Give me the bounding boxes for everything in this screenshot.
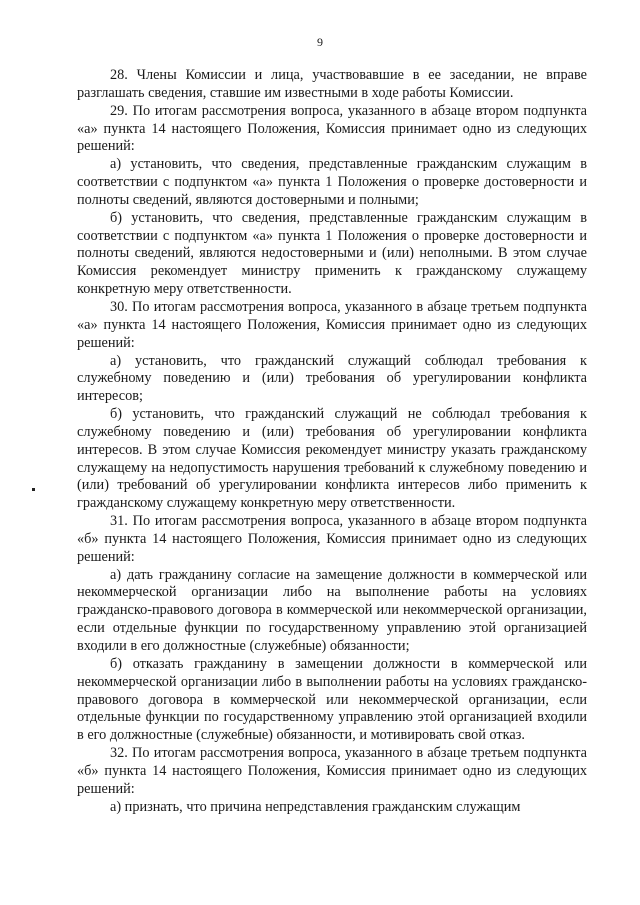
margin-mark [32, 488, 35, 491]
paragraph-29-a: а) установить, что сведения, представленные гражданским служащим в соответствии с подпунктом «а» пункта 1 Положения о проверке достоверности и полноты сведений, являются достоверными и полными; [77, 156, 587, 208]
paragraph-29: 29. По итогам рассмотрения вопроса, указанного в абзаце втором подпункта «а» пункта 14 настоящего Положения, Комиссия принимает одно из следующих решений: [77, 102, 587, 155]
paragraph-29-b: б) установить, что сведения, представленные гражданским служащим в соответствии с подпунктом «а» пункта 1 Положения о проверке достоверности и полноты сведений, являются недостоверными и (или) неполными. В этом случае Комиссия рекомендует министру применить к гражданскому служащему конкретную меру ответственности. [77, 209, 587, 298]
document-body [77, 67, 587, 816]
paragraph-32: 32. По итогам рассмотрения вопроса, указанного в абзаце третьем подпункта «б» пункта 14 настоящего Положения, Комиссия принимает одно из следующих решений: [77, 745, 587, 797]
paragraph-31: 31. По итогам рассмотрения вопроса, указанного в абзаце втором подпункта «б» пункта 14 настоящего Положения, Комиссия принимает одно из следующих решений: [77, 513, 587, 565]
page-number: 9 [317, 35, 323, 49]
paragraph-28: 28. Члены Комиссии и лица, участвовавшие в ее заседании, не вправе разглашать сведения, ставшие им известными в ходе работы Комиссии. [77, 67, 587, 101]
paragraph-32-a: а) признать, что причина непредставления гражданским служащим [110, 798, 521, 815]
paragraph-31-a: а) дать гражданину согласие на замещение должности в коммерческой или некоммерческой организации либо на выполнение работы на условиях гражданско-правового договора в коммерческой или некоммерческой организации, если отдельные функции по государственному управлению этой организацией входили в его должностные (служебные) обязанности; [77, 566, 587, 654]
paragraph-30-b: б) установить, что гражданский служащий не соблюдал требования к служебному поведению и (или) требования об урегулировании конфликта интересов. В этом случае Комиссия рекомендует министру указать гражданскому служащему на недопустимость нарушения требований к служебному поведению и (или) требований об урегулировании конфликта интересов либо применить к гражданскому служащему конкретную меру ответственности. [77, 406, 587, 512]
paragraph-30: 30. По итогам рассмотрения вопроса, указанного в абзаце третьем подпункта «а» пункта 14 настоящего Положения, Комиссия принимает одно из следующих решений: [77, 298, 587, 351]
paragraph-30-a: а) установить, что гражданский служащий соблюдал требования к служебному поведению и (или) требования об урегулировании конфликта интересов; [77, 352, 587, 405]
paragraph-31-b: б) отказать гражданину в замещении должности в коммерческой или некоммерческой организации либо в выполнении работы на условиях гражданско-правового договора в коммерческой или некоммерческой организации, если отдельные функции по государственному управлению этой организацией входили в его должностные (служебные) обязанности, и мотивировать свой отказ. [77, 655, 587, 744]
